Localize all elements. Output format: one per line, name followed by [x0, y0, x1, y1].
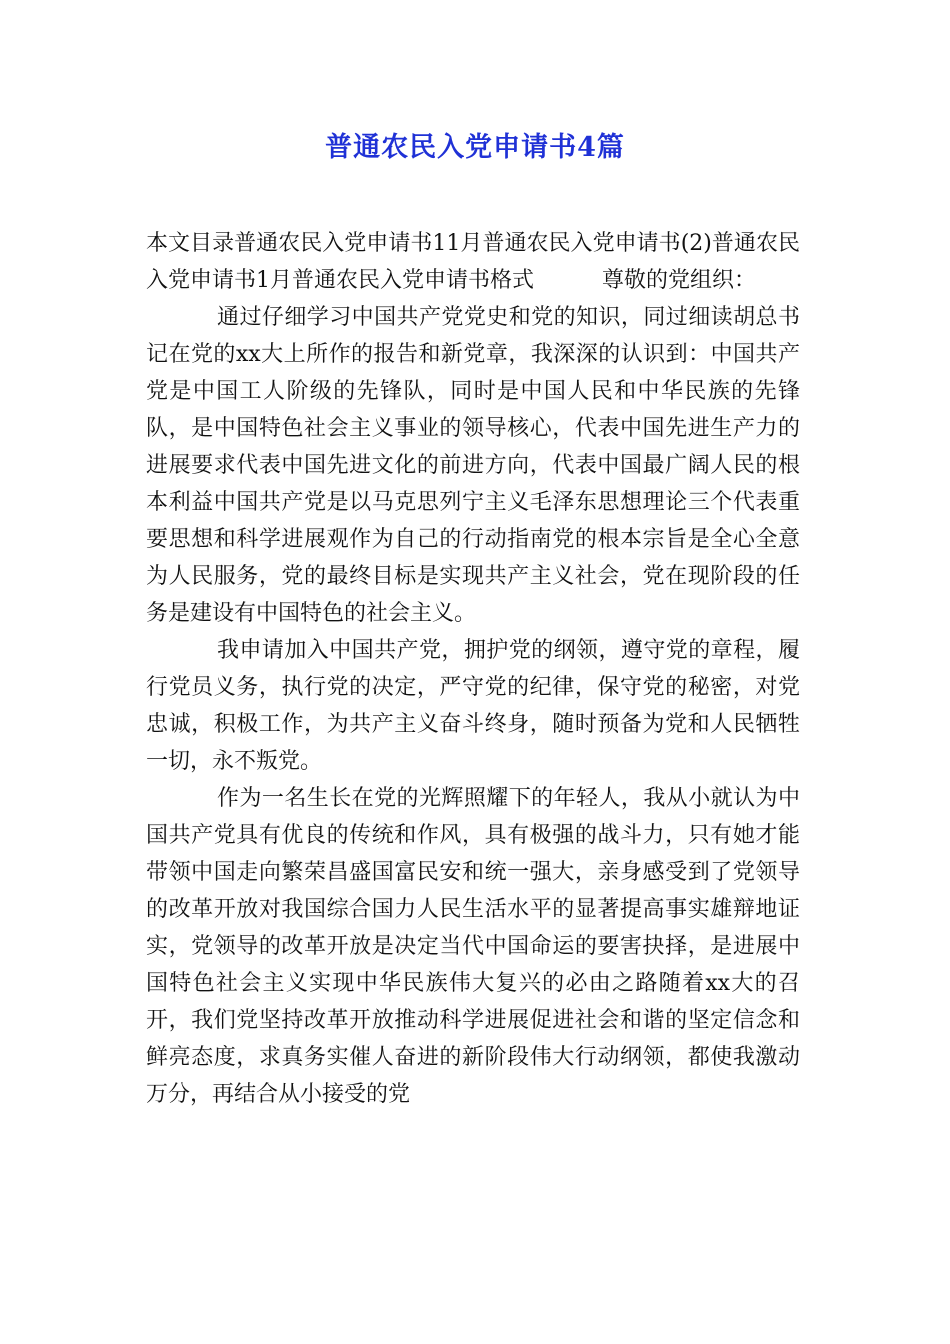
salutation-end: 党组织： [668, 268, 757, 293]
table-of-contents-text: 本文目录普通农民入党申请书11月普通农民入党申请书(2)普通农民入党申请书1月普通农民入党申请书格式 [146, 231, 800, 293]
document-body [146, 225, 800, 1113]
document-title: 普通农民入党申请书4篇 [325, 132, 625, 163]
body-paragraph-3: 作为一名生长在党的光辉照耀下的年轻人，我从小就认为中国共产党具有优良的传统和作风，具有极强的战斗力，只有她才能带领中国走向繁荣昌盛国富民安和统一强大，亲身感受到了党领导的改革开放对我国综合国力人民生活水平的显著提高事实雄辩地证实，党领导的改革开放是决定当代中国命运的要害抉择，是进展中国特色社会主义实现中华民族伟大复兴的必由之路随着xx大的召开，我们党坚持改革开放推动科学进展促进社会和谐的坚定信念和鲜亮态度，求真务实催人奋进的新阶段伟大行动纲领，都使我激动万分，再结合从小接受的党 [146, 786, 800, 1107]
body-paragraph-1: 通过仔细学习中国共产党党史和党的知识，同过细读胡总书记在党的xx大上所作的报告和新党章，我深深的认识到：中国共产党是中国工人阶级的先锋队，同时是中国人民和中华民族的先锋队，是中国特色社会主义事业的领导核心，代表中国先进生产力的进展要求代表中国先进文化的前进方向，代表中国最广阔人民的根本利益中国共产党是以马克思列宁主义毛泽东思想理论三个代表重要思想和科学进展观作为自己的行动指南党的根本宗旨是全心全意为人民服务，党的最终目标是实现共产主义社会，党在现阶段的任务是建设有中国特色的社会主义。 [146, 305, 800, 626]
toc-paragraph [146, 225, 800, 299]
salutation-inline: 尊敬的 [602, 268, 669, 293]
body-paragraph-2: 我申请加入中国共产党，拥护党的纲领，遵守党的章程，履行党员义务，执行党的决定，严守党的纪律，保守党的秘密，对党忠诚，积极工作，为共产主义奋斗终身，随时预备为党和人民牺牲一切，永不叛党。 [146, 638, 800, 774]
